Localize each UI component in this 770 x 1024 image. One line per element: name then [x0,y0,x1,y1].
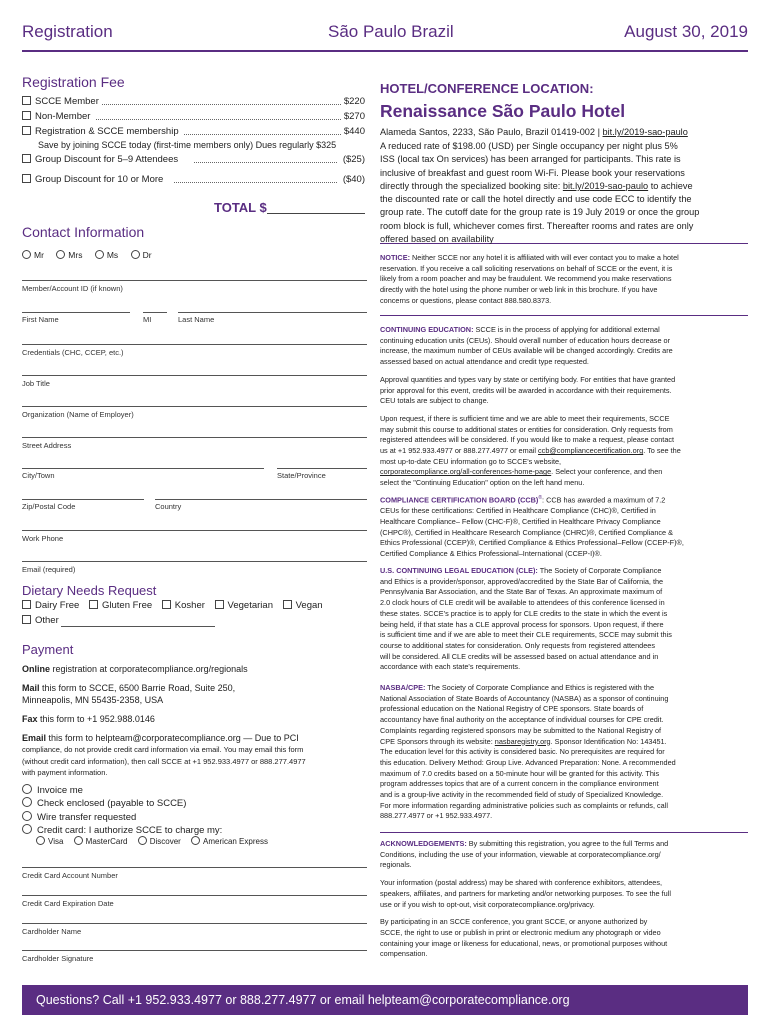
first-name-label: First Name [22,315,59,324]
fee-scce-member[interactable]: SCCE Member $220 [22,94,367,109]
checkbox-icon[interactable] [22,126,31,135]
payment-online: Online registration at corporatecompliance.org/regionals [22,664,248,674]
member-id-field[interactable]: Member/Account ID (if known) [22,280,367,293]
diet-other[interactable]: Other [22,615,59,626]
street-field[interactable]: Street Address [22,437,367,450]
hotel-address: Alameda Santos, 2233, São Paulo, Brazil 01419-002 | bit.ly/2019-sao-paulo [380,127,688,137]
hotel-section [380,72,748,244]
left-column [22,72,367,987]
hotel-heading: HOTEL/CONFERENCE LOCATION: [380,81,594,96]
radio-discover[interactable] [138,836,147,845]
dot-leader [174,182,337,183]
checkbox-icon[interactable] [22,615,31,624]
method-wire[interactable]: Wire transfer requested [22,811,222,824]
contact-info-title: Contact Information [22,224,145,240]
membership-save-note: Save by joining SCCE today (first-time members only) Dues regularly $325 [38,140,337,150]
hotel-details: A reduced rate of $198.00 (USD) per Single occupancy per night plus 5% ISS (local tax On services) has been arranged for participants. This rate is inclusive of breakfast and guest room Wi-Fi. Please book your reservations directly through the specialized booking site: bit.ly/2019-sao-paulo to achieve the discounted rate or call the hotel directly and use code ECC to identify the group rate. The cutoff date for the group rate is 19 July 2019 or once the group room block is full, whichever comes first. Thereafter rooms and rates are only offered based on availability [380,141,700,245]
country-input[interactable] [155,499,367,500]
conferences-link[interactable]: corporatecompliance.org/all-conferences-home-page [380,467,552,477]
payment-mail: Mail this form to SCCE, 6500 Barrie Road, Suite 250, [22,683,236,693]
header-date: August 30, 2019 [624,22,748,41]
fee-non-member[interactable]: Non-Member $270 [22,109,367,124]
acknowledgements-section: ACKNOWLEDGEMENTS: By submitting this registration, you agree to the full Terms and Conditions, including the use of your information, viewable at corporatecompliance.org/ regionals. Your information (postal address) may be shared with conference exhibitors, attendees, speakers, affiliates, and partners for marketing and/or networking purposes. To see the full use or if you wish to opt-out, visit corporatecompliance.org/privacy. By participating in an SCCE conference, you grant SCCE, or anyone authorized by SCCE, the right to use or publish in print or electronic medium any photograph or video containing your image or likeness for educational, news, or promotional purposes without compensation. [380,839,671,959]
checkbox-icon[interactable] [162,600,171,609]
country-label: Country [155,502,182,511]
card-types: Visa MasterCard Discover American Express [36,836,268,846]
total-input[interactable] [267,213,365,214]
checkbox-icon[interactable] [215,600,224,609]
dot-leader [184,134,341,135]
ccb-section: COMPLIANCE CERTIFICATION BOARD (CCB)®: CCB has awarded a maximum of 7.2 CEUs for these certifications: Certified in Healthcare Compliance (CHC)®, Certified in Healthcare Compliance– Fellow (CHC-F)®, Certified in Healthcare Privacy Compliance (CHPC®), Certified in Healthcare Research Compliance (CHRC)®, Certified Compliance & Ethics Professional (CCEP)®, Certified Compliance & Ethics Professional–Fellow (CCEP-F)®, Certified Compliance & Ethics Professional–International (CCEP-I)®. [380,495,684,558]
fee-list [22,94,367,187]
state-input[interactable] [277,468,367,469]
payment-methods [22,784,222,837]
fee-group-5-9[interactable]: Group Discount for 5–9 Attendees ($25) [22,152,367,167]
right-column [380,72,748,987]
method-credit-card[interactable]: Credit card: I authorize SCCE to charge my: [22,824,222,837]
zip-label: Zip/Postal Code [22,502,76,511]
ccb-email-link[interactable]: ccb@compliancecertification.org [538,446,644,456]
radio-mr[interactable] [22,250,31,259]
city-input[interactable] [22,468,264,469]
radio-visa[interactable] [36,836,45,845]
cc-number-field[interactable]: Credit Card Account Number [22,867,367,880]
dot-leader [102,104,341,105]
header-registration: Registration [22,22,113,41]
mi-label: MI [143,315,152,324]
nasba-link[interactable]: nasbaregistry.org [494,736,551,746]
payment-email: Email this form to helpteam@corporatecompliance.org — Due to PCI [22,733,299,743]
last-name-input[interactable] [178,312,367,313]
checkbox-icon[interactable] [22,174,31,183]
radio-dr[interactable] [131,250,140,259]
cle-section: U.S. CONTINUING LEGAL EDUCATION (CLE): The Society of Corporate Compliance and Ethics is a provider/sponsor, approved/accredited by the State Bar of California, the Pennsylvania Bar Association, and the State Bar of Texas. An approximate maximum of 2.0 clock hours of CLE credit will be available to attendees of this conference licensed in these states. SCCE's practice is to apply for CLE credits to the state in which the event is being held, if that state has a CLE approval process for sponsors. Upon request, if there is sufficient time and if we are able to meet their CLE requirements, SCCE may submit this course to additional states for consideration. Only requests from registered attendees will be considered. All CLE credits will be assessed based on actual attendance and in accordance with each state's requirements. [380,566,672,672]
fee-group-10[interactable]: Group Discount for 10 or More ($40) [22,172,367,187]
divider [380,832,748,833]
work-phone-field[interactable]: Work Phone [22,530,367,543]
radio-amex[interactable] [191,836,200,845]
booking-link[interactable]: bit.ly/2019-sao-paulo [562,180,649,191]
zip-input[interactable] [22,499,144,500]
job-title-field[interactable]: Job Title [22,375,367,388]
fee-registration-membership[interactable]: Registration & SCCE membership $440 [22,124,367,139]
diet-options: Dairy Free Gluten Free Kosher Vegetarian Vegan [22,600,323,611]
state-label: State/Province [277,471,326,480]
method-check[interactable]: Check enclosed (payable to SCCE) [22,797,222,810]
checkbox-icon[interactable] [22,96,31,105]
header-divider [22,50,748,52]
diet-other-input[interactable] [61,626,215,627]
dot-leader [194,162,337,163]
radio-mrs[interactable] [56,250,65,259]
salutation-group: Mr Mrs Ms Dr [22,250,152,260]
first-name-input[interactable] [22,312,130,313]
checkbox-icon[interactable] [22,154,31,163]
credentials-field[interactable]: Credentials (CHC, CCEP, etc.) [22,344,367,357]
cardholder-signature-field[interactable]: Cardholder Signature [22,950,367,963]
checkbox-icon[interactable] [22,111,31,120]
radio-ms[interactable] [95,250,104,259]
header-location: São Paulo Brazil [328,22,454,41]
questions-footer [22,985,748,1015]
registration-fee-title: Registration Fee [22,74,125,90]
email-field[interactable]: Email (required) [22,561,367,574]
page-header [0,0,770,60]
mi-input[interactable] [143,312,167,313]
divider [380,315,748,316]
dietary-title: Dietary Needs Request [22,583,157,598]
checkbox-icon[interactable] [283,600,292,609]
payment-title: Payment [22,642,74,657]
organization-field[interactable]: Organization (Name of Employer) [22,406,367,419]
notice-section: NOTICE: Neither SCCE nor any hotel it is affiliated with will ever contact you to make a hotel reservation. If you receive a call soliciting reservations on behalf of SCCE or the event, it is likely from a room poacher and may be fraudulent. We recommend you make reservations directly with the hotel using the phone number or web link in this brochure. If you have concerns or questions, please contact 888.580.8373. [380,253,679,305]
payment-fax: Fax this form to +1 952.988.0146 [22,714,155,724]
hotel-name: Renaissance São Paulo Hotel [380,101,626,121]
footer-contact-text: Questions? Call +1 952.933.4977 or 888.277.4977 or email helpteam@corporatecompliance.org [36,993,570,1007]
checkbox-icon[interactable] [89,600,98,609]
total-label: TOTAL $ [214,200,267,215]
city-label: City/Town [22,471,55,480]
cc-exp-field[interactable]: Credit Card Expiration Date [22,895,367,908]
last-name-label: Last Name [178,315,215,324]
radio-mastercard[interactable] [74,836,83,845]
hotel-link[interactable]: bit.ly/2019-sao-paulo [602,127,688,137]
cardholder-name-field[interactable]: Cardholder Name [22,923,367,936]
dot-leader [96,119,341,120]
payment-instructions: Online registration at corporatecompliance.org/regionals Mail this form to SCCE, 6500 Barrie Road, Suite 250, Minneapolis, MN 55435-2358, USA Fax this form to +1 952.988.0146 Email this form to helpteam@corporatecompliance.org — Due to PCI compliance, do not provide credit card information via email. You may email this form (without credit card information), then call SCCE at +1 952.933.4977 or 888.277.4977 with payment information. [22,663,367,779]
continuing-education-section: CONTINUING EDUCATION: SCCE is in the process of applying for additional external continuing education units (CEUs). Should overall number of education hours decrease or increase, the maximum number of CEUs available will be changed accordingly. Credits are assessed based on actual attendance and credit type requested. Approval quantities and types vary by state or certifying body. For entities that have granted prior approval for this event, credits will be awarded in accordance with their requirements. CEU totals are subject to change. Upon request, if there is sufficient time and we are able to meet their requirements, SCCE may submit this course to additional states or entities for consideration. Only requests from registered attendees will be considered. If you would like to make a request, please contact us at +1 952.933.4977 or 888.277.4977 or email ccb@compliancecertification.org. To see the most up-to-date CEU information go to SCCE's website, corporatecompliance.org/all-conferences-home-page. Select your conference, and then select the "Continuing Education" option on the left hand menu. [380,325,681,488]
method-invoice[interactable]: Invoice me [22,784,222,797]
checkbox-icon[interactable] [22,600,31,609]
nasba-section: NASBA/CPE: The Society of Corporate Compliance and Ethics is registered with the National Association of State Boards of Accountancy (NASBA) as a sponsor of continuing professional education on the National Registry of CPE sponsors. State boards of accountancy have final authority on the acceptance of individual courses for CPE credit. Complaints regarding registered sponsors may be submitted to the National Registry of CPE Sponsors through its website: nasbaregistry.org. Sponsor Identification No: 143451. The education level for this activity is considered basic. No prerequisites are required for this education. Delivery Method: Group Live. Advanced Preparation: None. A recommended maximum of 7.0 credits based on a 50-minute hour will be granted for this activity. This program addresses topics that are of a current concern in the compliance environment and is a group-live activity in the recommended field of study of Specialized Knowledge. For more information regarding administrative policies such as complaints or refunds, call 888.277.4977 or +1 952.933.4977. [380,683,676,821]
